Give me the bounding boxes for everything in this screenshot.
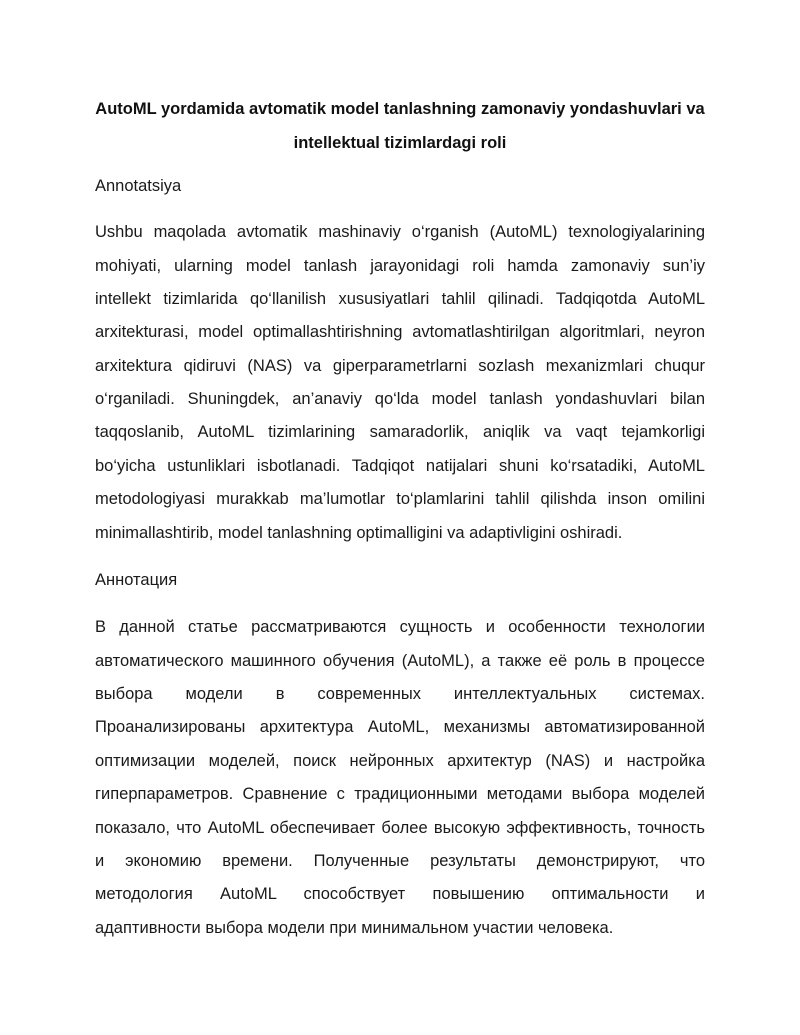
paragraph-line: оптимизации моделей, поиск нейронных архитектур (NAS) и настройка bbox=[95, 752, 705, 770]
title-line: AutoML yordamida avtomatik model tanlashning zamonaviy yondashuvlari va bbox=[95, 100, 705, 118]
paragraph-line: mohiyati, ularning model tanlash jarayonidagi roli hamda zamonaviy sun’iy bbox=[95, 257, 705, 275]
paragraph-line: показало, что AutoML обеспечивает более высокую эффективность, точность bbox=[95, 819, 705, 837]
abstract-heading-ru: Аннотация bbox=[95, 571, 178, 589]
paragraph-line: гиперпараметров. Сравнение с традиционными методами выбора моделей bbox=[95, 785, 705, 803]
paragraph-line: bo‘yicha ustunliklari isbotlanadi. Tadqiqot natijalari shuni ko‘rsatadiki, AutoML bbox=[95, 457, 705, 475]
title-line: intellektual tizimlardagi roli bbox=[293, 134, 507, 152]
paragraph-line: автоматического машинного обучения (AutoML), а также её роль в процессе bbox=[95, 652, 705, 670]
paragraph-line: и экономию времени. Полученные результаты демонстрируют, что bbox=[95, 852, 705, 870]
paragraph-line: taqqoslanib, AutoML tizimlarining samaradorlik, aniqlik va vaqt tejamkorligi bbox=[95, 423, 705, 441]
paragraph-line: metodologiyasi murakkab ma’lumotlar to‘plamlarini tahlil qilishda inson omilini bbox=[95, 490, 705, 508]
paragraph-line: Проанализированы архитектура AutoML, механизмы автоматизированной bbox=[95, 718, 705, 736]
paragraph-line: методология AutoML способствует повышению оптимальности и bbox=[95, 885, 705, 903]
document-title bbox=[95, 92, 705, 160]
paragraph-line: выбора модели в современных интеллектуальных системах. bbox=[95, 685, 705, 703]
paragraph-line: arxitektura qidiruvi (NAS) va giperparametrlarni sozlash mexanizmlari chuqur bbox=[95, 357, 705, 375]
paragraph-line: адаптивности выбора модели при минимальном участии человека. bbox=[95, 919, 614, 937]
paragraph-line: arxitekturasi, model optimallashtirishning avtomatlashtirilgan algoritmlari, neyron bbox=[95, 323, 705, 341]
paragraph-line: intellekt tizimlarida qo‘llanilish xususiyatlari tahlil qilinadi. Tadqiqotda AutoML bbox=[95, 290, 705, 308]
paragraph-line: Ushbu maqolada avtomatik mashinaviy o‘rganish (AutoML) texnologiyalarining bbox=[95, 223, 705, 241]
paragraph-line: В данной статье рассматриваются сущность и особенности технологии bbox=[95, 618, 705, 636]
paragraph-line: minimallashtirib, model tanlashning optimalligini va adaptivligini oshiradi. bbox=[95, 524, 623, 542]
paragraph-line: o‘rganiladi. Shuningdek, an’anaviy qo‘lda model tanlash yondashuvlari bilan bbox=[95, 390, 705, 408]
abstract-heading-uz: Annotatsiya bbox=[95, 177, 182, 195]
